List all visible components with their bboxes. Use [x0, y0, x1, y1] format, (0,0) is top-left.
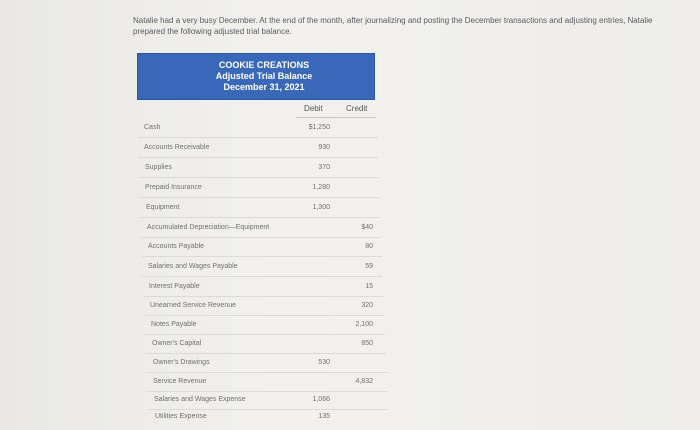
credit-amount: $40 — [361, 224, 373, 231]
table-row — [0, 410, 700, 428]
row-divider — [145, 334, 385, 335]
credit-amount: 15 — [365, 283, 373, 290]
row-divider — [142, 276, 382, 277]
table-row — [0, 299, 700, 317]
row-divider — [139, 177, 379, 178]
debit-amount: 1,066 — [312, 396, 330, 403]
statement-title-block — [194, 60, 334, 93]
row-divider — [146, 353, 386, 354]
credit-amount: 2,100 — [355, 321, 373, 328]
row-divider — [138, 157, 378, 158]
account-name: Accounts Payable — [148, 243, 205, 250]
debit-amount: 530 — [318, 359, 330, 366]
debit-amount: 930 — [318, 144, 330, 151]
credit-amount: 59 — [365, 263, 373, 270]
account-name: Owner's Capital — [152, 340, 202, 347]
table-row — [0, 141, 700, 159]
table-row — [0, 337, 700, 355]
statement-header — [137, 53, 375, 100]
table-row — [0, 181, 700, 199]
account-name: Accumulated Depreciation—Equipment — [147, 224, 270, 231]
account-name: Salaries and Wages Expense — [154, 396, 246, 403]
row-divider — [142, 256, 382, 257]
table-row — [0, 393, 700, 411]
account-name: Cash — [144, 124, 161, 131]
table-row — [0, 201, 700, 219]
debit-amount: 370 — [318, 164, 330, 171]
row-divider — [143, 296, 383, 297]
account-name: Interest Payable — [149, 283, 200, 290]
account-name: Utilities Expense — [155, 413, 207, 420]
row-divider — [141, 237, 381, 238]
row-divider — [139, 197, 379, 198]
table-row — [0, 121, 700, 139]
intro-paragraph: Natalie had a very busy December. At the end of the month, after journalizing and posting the December transactions and adjusting entries, Natalie prepared the following adjusted trial balance. — [133, 16, 653, 36]
row-divider — [138, 137, 378, 138]
table-row — [0, 221, 700, 239]
debit-amount: 135 — [318, 413, 330, 420]
account-name: Accounts Receivable — [144, 144, 210, 151]
table-row — [0, 260, 700, 278]
account-name: Unearned Service Revenue — [150, 302, 236, 309]
debit-amount: 1,280 — [312, 184, 330, 191]
table-row — [0, 161, 700, 179]
account-name: Salaries and Wages Payable — [148, 263, 238, 270]
row-divider — [140, 217, 380, 218]
row-divider — [147, 372, 387, 373]
account-name: Service Revenue — [153, 378, 207, 385]
table-row — [0, 356, 700, 374]
row-divider — [144, 315, 384, 316]
account-name: Notes Payable — [151, 321, 197, 328]
credit-amount: 320 — [361, 302, 373, 309]
row-divider — [147, 391, 387, 392]
account-name: Equipment — [146, 204, 180, 211]
table-row — [0, 375, 700, 393]
header-divider — [296, 117, 376, 118]
credit-amount: 80 — [365, 243, 373, 250]
account-name: Owner's Drawings — [153, 359, 210, 366]
debit-column-header: Debit — [304, 104, 323, 113]
statement-date: December 31, 2021 — [223, 82, 305, 92]
credit-amount: 4,832 — [355, 378, 373, 385]
table-row — [0, 240, 700, 258]
credit-amount: 850 — [361, 340, 373, 347]
table-row — [0, 280, 700, 298]
account-name: Supplies — [145, 164, 172, 171]
table-row — [0, 318, 700, 336]
debit-amount: $1,250 — [308, 124, 330, 131]
credit-column-header: Credit — [346, 104, 368, 113]
company-name: COOKIE CREATIONS — [218, 60, 310, 70]
account-name: Prepaid Insurance — [145, 184, 202, 191]
debit-amount: 1,300 — [312, 204, 330, 211]
statement-title: Adjusted Trial Balance — [215, 71, 313, 81]
